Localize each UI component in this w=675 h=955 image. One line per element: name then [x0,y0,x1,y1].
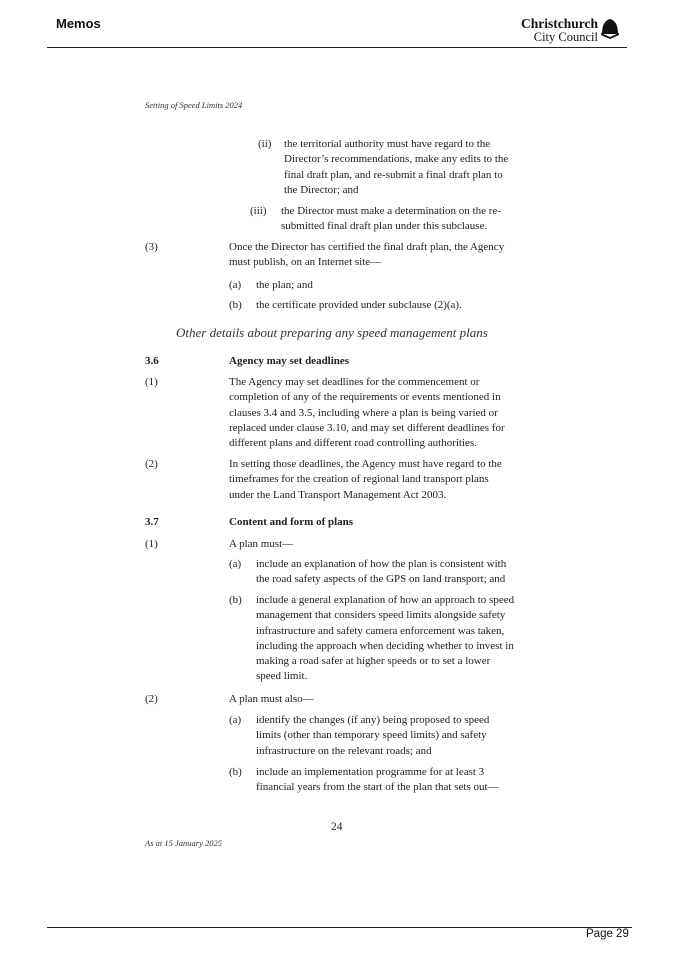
logo-line-2: City Council [533,30,598,44]
section-3-6-2-text [229,457,502,503]
clause-3-a-text: the plan; and [256,279,313,291]
footer-divider [47,927,632,928]
text-line: include an implementation programme for at least 3 [256,766,485,778]
text-line: speed limit. [256,670,308,683]
running-head: Setting of Speed Limits 2024 [145,100,243,110]
text-line: Once the Director has certified the final draft plan, the Agency [229,241,505,253]
clause-3-b-label: (b) [229,299,242,311]
section-3-7-1-b-label: (b) [229,594,242,606]
clause-3-a-label: (a) [229,279,242,291]
text-line: financial years from the start of the plan that sets out— [256,781,499,794]
section-3-7-2-b-label: (b) [229,766,242,778]
section-3-7-1-a-text [256,557,506,588]
section-3-6-1-number: (1) [145,376,158,388]
clause-3-b-text: the certificate provided under subclause (2)(a). [256,299,462,311]
section-3-7-1-b-text [256,593,514,685]
text-line: the territorial authority must have regard to the [284,138,491,150]
text-line: include an explanation of how the plan is consistent with [256,558,507,570]
section-3-7-2-text: A plan must also— [229,693,314,705]
section-3-6-number: 3.6 [145,355,159,367]
text-line: In setting those deadlines, the Agency must have regard to the [229,458,502,470]
item-ii-text [284,137,508,198]
section-3-6-2-number: (2) [145,458,158,470]
clause-3-number: (3) [145,241,158,253]
section-3-7-title: Content and form of plans [229,516,354,528]
text-line: the Director must make a determination on the re- [281,205,501,217]
item-iii-text [281,204,501,235]
text-line: Director’s recommendations, make any edits to the [284,153,509,166]
text-line: timeframes for the creation of regional land transport plans [229,473,489,486]
section-3-7-1-a-label: (a) [229,558,242,570]
text-line: must publish, on an Internet site— [229,256,382,269]
section-3-7-number: 3.7 [145,516,159,528]
text-line: management that considers speed limits alongside safety [256,609,506,622]
section-3-7-2-a-label: (a) [229,714,242,726]
section-3-7-1-number: (1) [145,538,158,550]
document-page-number: 24 [331,821,343,833]
section-3-7-2-number: (2) [145,693,158,705]
text-line: identify the changes (if any) being proposed to speed [256,714,490,726]
item-ii-label: (ii) [258,138,272,150]
section-3-7-2-b-text [256,765,499,796]
text-line: final draft plan, and re-submit a final draft plan to [284,168,503,181]
text-line: completion of any of the requirements or events mentioned in [229,391,501,404]
text-line: submitted final draft plan under this subclause. [281,220,488,233]
text-line: The Agency may set deadlines for the commencement or [229,376,480,388]
section-heading: Other details about preparing any speed management plans [176,325,488,340]
item-iii-label: (iii) [250,205,267,217]
text-line: including the approach when deciding whether to invest in [256,639,514,652]
section-3-7-2-a-text [256,713,489,759]
text-line: the Director; and [284,183,359,196]
text-line: limits (other than temporary speed limits) and safety [256,729,487,742]
logo-line-1: Christchurch [520,16,598,31]
page-label: Page 29 [586,928,629,940]
text-line: the road safety aspects of the GPS on land transport; and [256,573,506,586]
text-line: infrastructure on the relevant roads; and [256,744,432,757]
text-line: clauses 3.4 and 3.5, including where a plan is being varied or [229,406,498,419]
text-line: replaced under clause 3.10, and may set different deadlines for [229,421,505,434]
section-3-6-title: Agency may set deadlines [229,355,350,367]
text-line: infrastructure and safety camera enforcement was taken, [256,624,505,637]
text-line: different plans and different road controlling authorities. [229,437,477,450]
header-title: Memos [56,16,101,31]
text-line: under the Land Transport Management Act 2003. [229,488,447,501]
section-3-6-1-text [229,375,505,451]
clause-3-text [229,240,504,271]
text-line: making a road safer at higher speeds or to set a lower [256,655,491,668]
as-at-date: As at 15 January 2025 [145,838,222,848]
text-line: include a general explanation of how an approach to speed [256,594,515,606]
section-3-7-1-text: A plan must— [229,538,294,550]
